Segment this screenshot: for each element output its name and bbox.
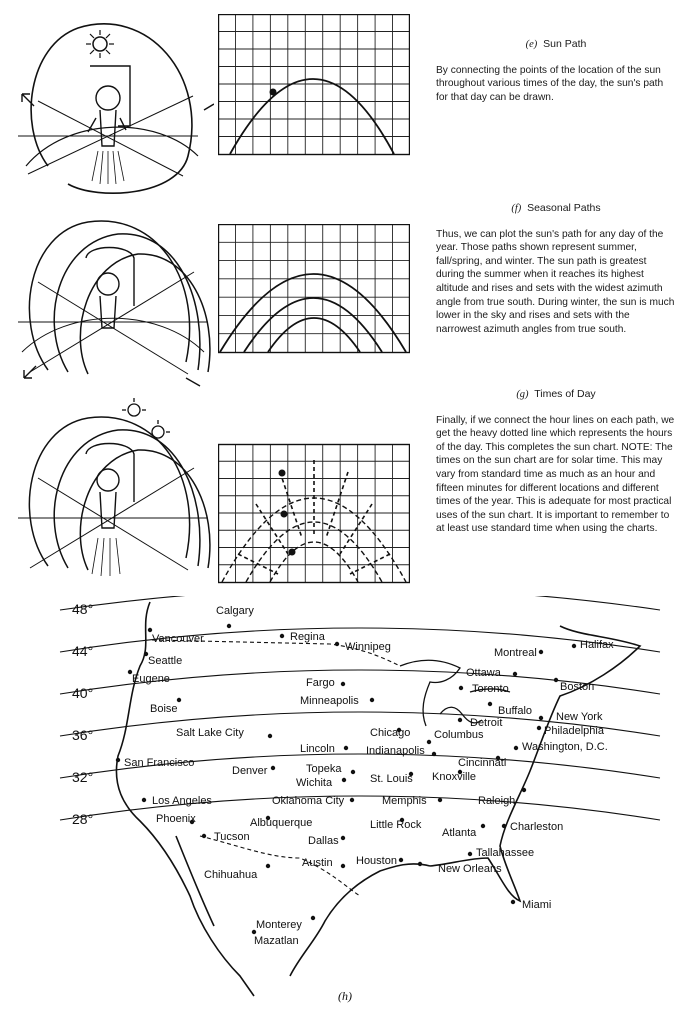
winter-path-curve <box>270 542 358 582</box>
city-label: Philadelphia <box>544 725 604 737</box>
sun-position-marker <box>279 470 286 477</box>
city-label: Calgary <box>216 605 254 617</box>
city-dot <box>266 864 270 868</box>
sun-position-marker <box>289 549 296 556</box>
city-label: Regina <box>290 631 325 643</box>
city-label: Knoxville <box>432 771 477 783</box>
city-label: Albuquerque <box>250 817 313 829</box>
seasonal-paths-text-block <box>436 202 676 336</box>
city-dot <box>511 900 515 904</box>
city-label: Buffalo <box>498 705 533 717</box>
panel-times-of-day <box>0 382 686 596</box>
city-label: Monterey <box>256 919 302 931</box>
city-dot <box>116 758 120 762</box>
hour-lines <box>238 460 390 574</box>
city-dot <box>468 852 472 856</box>
city-label: Seattle <box>148 655 183 667</box>
city-dot <box>311 916 315 920</box>
city-dot <box>202 834 206 838</box>
shadow-hatching <box>92 151 124 184</box>
seasonal-paths-grid-chart <box>218 224 410 384</box>
city-label: Toronto <box>472 683 509 695</box>
city-dot <box>344 746 348 750</box>
city-label: Raleigh <box>478 795 516 807</box>
city-label: Indianapolis <box>366 745 425 757</box>
sun-path-illustration <box>8 6 214 196</box>
city-label: New Orleans <box>438 863 502 875</box>
times-of-day-illustration <box>8 388 214 588</box>
city-label: Topeka <box>306 763 342 775</box>
city-dot <box>177 698 181 702</box>
city-dot <box>280 634 284 638</box>
caption-seasonal-paths: (f) Seasonal Paths <box>511 202 601 214</box>
city-dot <box>427 740 431 744</box>
city-dot <box>341 836 345 840</box>
city-label: Miami <box>522 899 552 911</box>
city-label: Vancouver <box>152 633 204 645</box>
city-label: New York <box>556 711 603 723</box>
city-label: Dallas <box>308 835 339 847</box>
sun-path-grid-chart <box>218 14 410 194</box>
sun-position-marker <box>281 511 288 518</box>
city-dot <box>539 650 543 654</box>
city-dot <box>537 726 541 730</box>
city-label: Chicago <box>370 727 411 739</box>
city-dot <box>350 798 354 802</box>
city-label: Austin <box>302 857 333 869</box>
city-dot <box>227 624 231 628</box>
city-label: Fargo <box>306 677 335 689</box>
city-label: Memphis <box>382 795 427 807</box>
city-label: Oklahoma City <box>272 795 345 807</box>
city-label: Washington, D.C. <box>522 741 608 753</box>
city-label: Columbus <box>434 729 484 741</box>
city-label: Minneapolis <box>300 695 359 707</box>
sun-path-text-block <box>436 38 676 104</box>
city-dot <box>513 672 517 676</box>
city-dot <box>572 644 576 648</box>
seasonal-paths-description: Thus, we can plot the sun's path for any day of the year. Those paths shown represent summer, fall/spring, and winter. The sun path is greatest during the summer when it reaches its highest altitude and rises and sets with the widest azimuth angle from true south. During winter, the sun is much lower in the sky and rises and sets with the narrowest azimuth angles from true south. <box>436 228 675 335</box>
latitude-label: 28° <box>72 811 94 827</box>
city-dot <box>432 752 436 756</box>
caption-sun-path: (e) Sun Path <box>525 38 587 50</box>
times-of-day-description: Finally, if we connect the hour lines on each path, we get the heavy dotted line which represents the hours of the day. This completes the sun chart. NOTE: The times on the sun chart are for solar time. This may vary from standard time as much as an hour and fifteen minutes for different locations and different times of the year. This is adequate for most practical uses of the sun chart. It is important to remember to at least use standard time when using the charts. <box>436 414 675 535</box>
city-dot <box>458 718 462 722</box>
city-dot <box>335 642 339 646</box>
city-dot <box>399 858 403 862</box>
shadow-hatching <box>92 538 120 576</box>
city-label: San Francisco <box>124 757 195 769</box>
city-label: Cincinnati <box>458 757 507 769</box>
city-dot <box>370 698 374 702</box>
city-label: Houston <box>356 855 397 867</box>
city-dot <box>252 930 256 934</box>
city-dot <box>502 824 506 828</box>
city-dot <box>148 628 152 632</box>
city-dot <box>268 734 272 738</box>
equinox-path-curve <box>244 298 382 352</box>
city-label: Eugene <box>132 673 170 685</box>
city-label: Winnipeg <box>345 641 391 653</box>
latitude-label: 44° <box>72 643 94 659</box>
city-label: St. Louis <box>370 773 413 785</box>
city-label: Phoenix <box>156 813 196 825</box>
city-label: Chihuahua <box>204 869 258 881</box>
city-dot <box>142 798 146 802</box>
north-america-latitude-map <box>0 596 686 1015</box>
city-dot <box>481 824 485 828</box>
latitude-label: 40° <box>72 685 94 701</box>
caption-times-of-day: (g) Times of Day <box>516 388 596 400</box>
city-label: Boston <box>560 681 595 693</box>
sun-icon <box>86 30 114 58</box>
city-label: Wichita <box>296 777 333 789</box>
city-label: Montreal <box>494 647 537 659</box>
city-dot <box>271 766 275 770</box>
latitude-label: 48° <box>72 601 94 617</box>
city-dot <box>554 678 558 682</box>
city-dot <box>438 798 442 802</box>
city-dot <box>459 686 463 690</box>
panel-seasonal-paths <box>0 196 686 386</box>
city-label: Tucson <box>214 831 250 843</box>
city-label: Halifax <box>580 639 614 651</box>
panel-sun-path <box>0 0 686 200</box>
city-dot <box>342 778 346 782</box>
sun-icon <box>122 398 170 438</box>
latitude-label: 36° <box>72 727 94 743</box>
city-dot <box>351 770 355 774</box>
sun-position-marker <box>270 89 277 96</box>
city-dot <box>418 862 422 866</box>
city-label: Little Rock <box>370 819 422 831</box>
observer-figure-icon <box>86 444 134 529</box>
sun-path-description: By connecting the points of the location of the sun throughout various times of the day, the sun's path for that day can be drawn. <box>436 64 664 103</box>
times-of-day-text-block <box>436 388 676 536</box>
city-dot <box>514 746 518 750</box>
city-label: Ottawa <box>466 667 501 679</box>
city-label: Denver <box>232 765 268 777</box>
city-label: Los Angeles <box>152 795 212 807</box>
city-dot <box>341 864 345 868</box>
city-label: Charleston <box>510 821 564 833</box>
observer-figure-icon <box>88 66 130 146</box>
city-label: Salt Lake City <box>176 727 244 739</box>
city-label: Mazatlan <box>254 935 299 947</box>
city-label: Detroit <box>470 717 503 729</box>
city-label: Atlanta <box>442 827 477 839</box>
city-label: Boise <box>150 703 178 715</box>
seasonal-paths-illustration <box>8 202 214 392</box>
winter-path-curve <box>268 318 360 352</box>
city-dot <box>341 682 345 686</box>
summer-path-curve <box>220 274 406 352</box>
city-dot <box>522 788 526 792</box>
city-label: Tallahassee <box>476 847 535 859</box>
latitude-map <box>0 596 686 1015</box>
summer-sun-path-curve <box>230 79 394 154</box>
city-label: Lincoln <box>300 743 335 755</box>
latitude-label: 32° <box>72 769 94 785</box>
city-dot <box>539 716 543 720</box>
figure-label: (h) <box>338 989 352 1003</box>
city-dot <box>488 702 492 706</box>
sun-chart-grid <box>218 434 410 594</box>
